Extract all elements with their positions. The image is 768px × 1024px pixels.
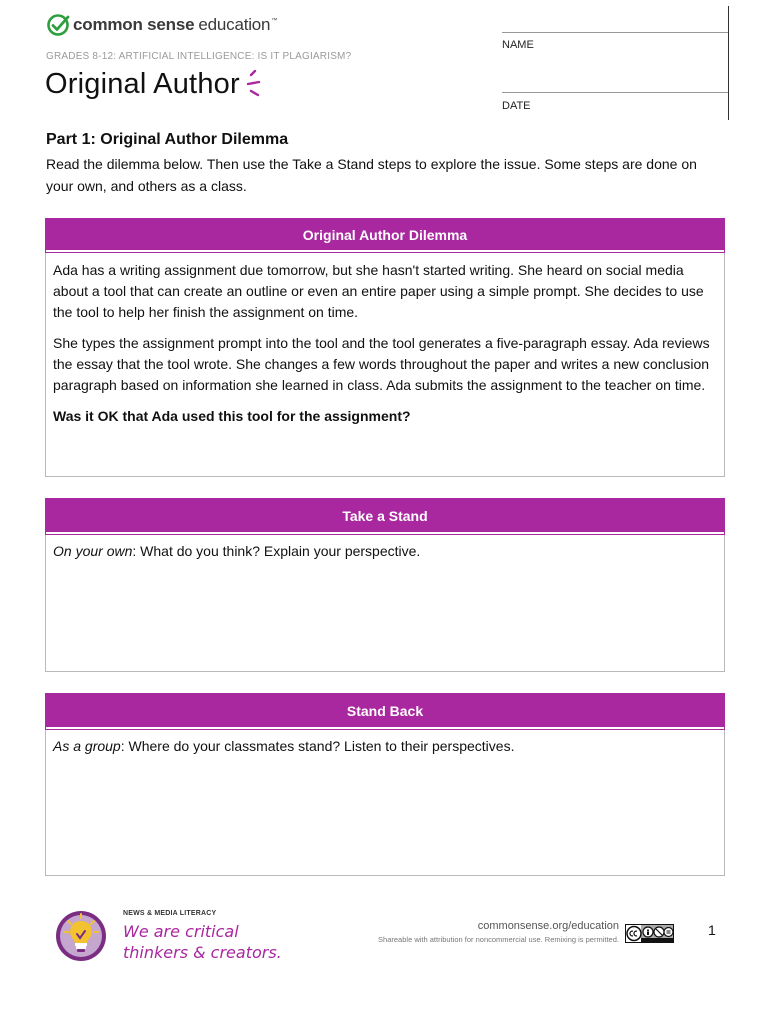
name-label: NAME <box>502 39 534 51</box>
stand-back-body[interactable] <box>46 729 724 765</box>
footer-slogan-line-1: We are critical <box>123 922 239 941</box>
page-title: Original Author <box>45 68 240 100</box>
title-accent-icon <box>246 70 264 100</box>
name-field-line[interactable] <box>502 32 728 33</box>
common-sense-logo <box>46 12 277 38</box>
logo-text-light: education <box>198 15 271 34</box>
take-a-stand-box <box>45 498 725 672</box>
logo-trademark: ™ <box>271 18 278 24</box>
footer-small-label: NEWS & MEDIA LITERACY <box>123 910 217 917</box>
dilemma-box <box>45 218 725 477</box>
footer-slogan-line-2: thinkers & creators. <box>123 943 282 962</box>
footer-url[interactable]: commonsense.org/education <box>477 920 619 932</box>
checkmark-circle-icon <box>46 13 70 37</box>
dilemma-header: Original Author Dilemma <box>46 219 724 252</box>
dilemma-body <box>46 252 724 435</box>
grade-subtitle: GRADES 8-12: ARTIFICIAL INTELLIGENCE: IS IT PLAGIARISM? <box>46 51 352 62</box>
take-a-stand-lead: On your own <box>53 543 133 559</box>
name-date-block <box>502 6 729 120</box>
take-a-stand-body[interactable] <box>46 534 724 570</box>
stand-back-box <box>45 693 725 876</box>
date-label: DATE <box>502 100 531 112</box>
stand-back-header: Stand Back <box>46 694 724 729</box>
stand-back-lead: As a group <box>53 738 121 754</box>
dilemma-paragraph-1: Ada has a writing assignment due tomorrow, but she hasn't started writing. She heard on social media about a tool that can create an outline or even an entire paper using a simple prompt. She decides to use the tool to help her finish the assignment on time. <box>53 262 704 320</box>
page-number: 1 <box>708 922 716 938</box>
lightbulb-badge-icon <box>55 910 107 962</box>
stand-back-prompt: : Where do your classmates stand? Listen to their perspectives. <box>120 738 515 754</box>
date-field-line[interactable] <box>502 92 728 93</box>
footer-license-text: Shareable with attribution for noncommercial use. Remixing is permitted. <box>378 935 619 944</box>
take-a-stand-header: Take a Stand <box>46 499 724 534</box>
logo-text-bold: common sense <box>73 15 195 34</box>
creative-commons-icon <box>625 924 674 943</box>
dilemma-question: Was it OK that Ada used this tool for the assignment? <box>53 408 411 424</box>
intro-text: Read the dilemma below. Then use the Take a Stand steps to explore the issue. Some steps are done on your own, and others as a class. <box>46 156 697 194</box>
title-row <box>45 68 264 101</box>
footer-slogan <box>123 921 282 963</box>
take-a-stand-prompt: : What do you think? Explain your perspective. <box>132 543 421 559</box>
dilemma-paragraph-2: She types the assignment prompt into the tool and the tool generates a five-paragraph essay. Ada reviews the essay that the tool wrote. She changes a few words throughout the paper and writes a new conclusion paragraph based on information she learned in class. Ada submits the assignment to the teacher on time. <box>53 335 710 393</box>
part-heading: Part 1: Original Author Dilemma <box>46 131 289 148</box>
